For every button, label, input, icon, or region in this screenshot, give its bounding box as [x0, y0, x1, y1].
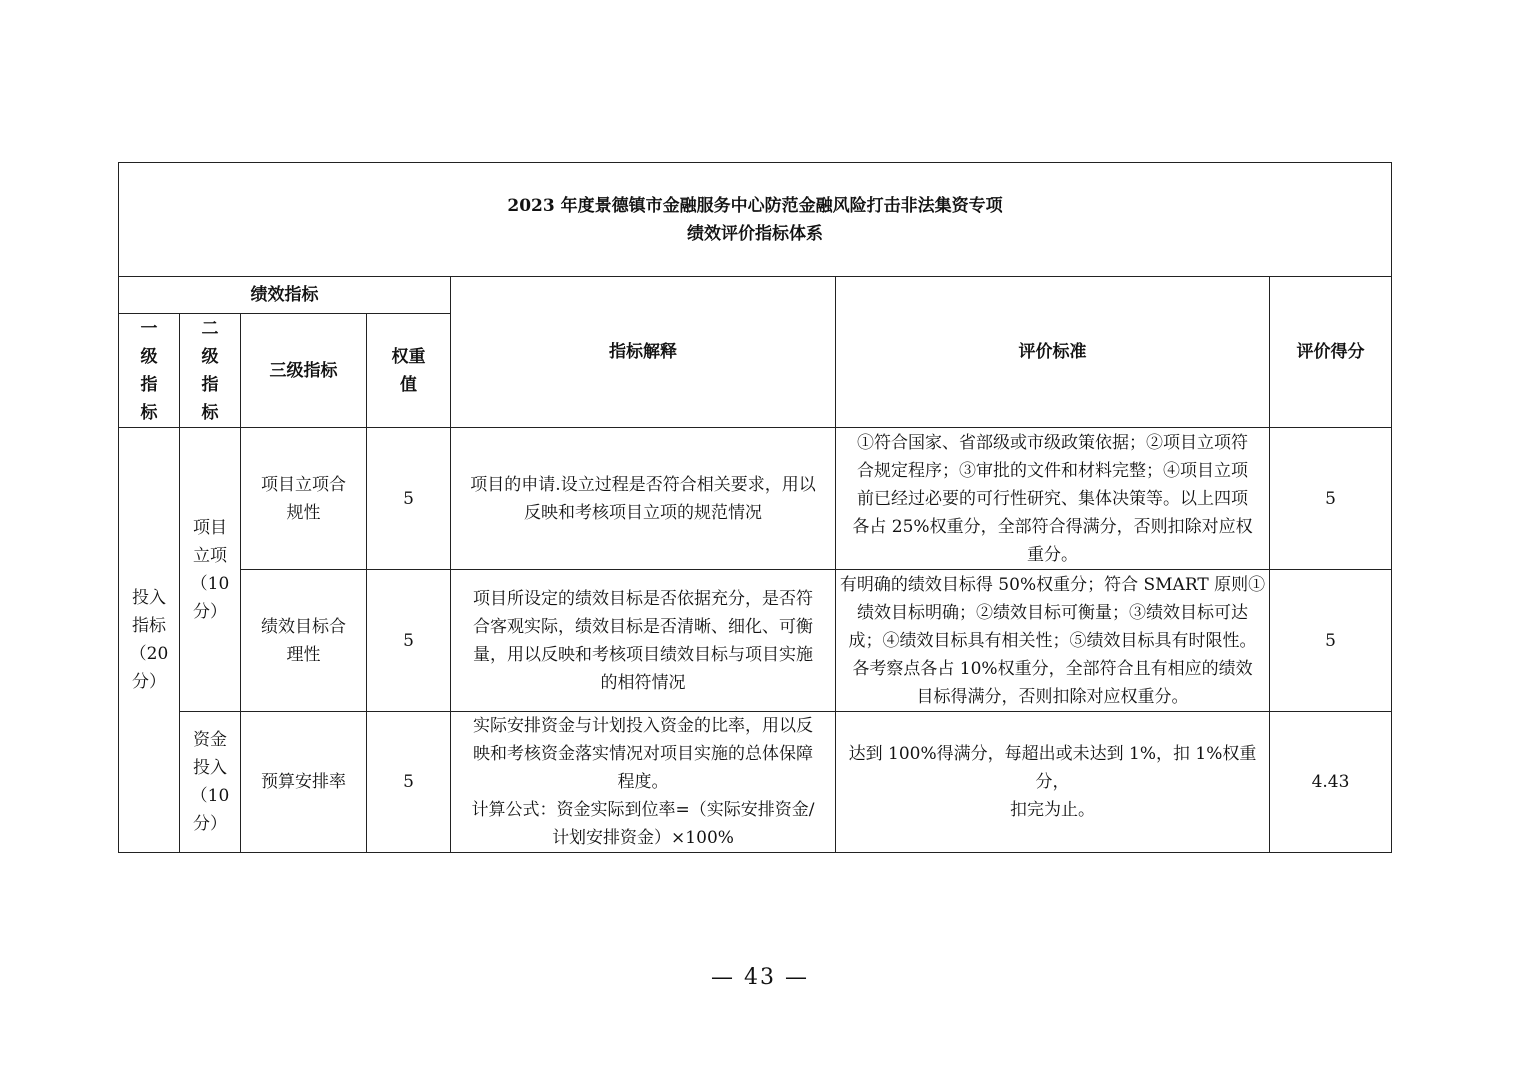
criteria-cell: 有明确的绩效目标得 50%权重分；符合 SMART 原则① 绩效目标明确；②绩效目标可衡量；③绩效目标可达 成；④绩效目标具有相关性；⑤绩效目标具有时限性。 各考察点各占 10%权重分，全部符合且有相应的绩效 目标得满分，否则扣除对应权重分。 — [836, 570, 1270, 712]
score-cell: 5 — [1270, 428, 1392, 570]
table-row — [119, 570, 1392, 712]
criteria-header: 评价标准 — [836, 277, 1270, 428]
level1-header: 一 级 指 标 — [119, 314, 180, 428]
weight-cell: 5 — [367, 712, 451, 853]
explanation-cell: 实际安排资金与计划投入资金的比率，用以反 映和考核资金落实情况对项目实施的总体保障 程度。 计算公式：资金实际到位率=（实际安排资金/ 计划安排资金）×100% — [451, 712, 836, 853]
level3-header: 三级指标 — [241, 314, 367, 428]
title-row — [119, 163, 1392, 277]
weight-cell: 5 — [367, 428, 451, 570]
criteria-cell: ①符合国家、省部级或市级政策依据；②项目立项符 合规定程序；③审批的文件和材料完整；④项目立项 前已经过必要的可行性研究、集体决策等。以上四项 各占 25%权重分，全部符合得满分，否则扣除对应权 重分。 — [836, 428, 1270, 570]
explanation-cell: 项目的申请.设立过程是否符合相关要求，用以 反映和考核项目立项的规范情况 — [451, 428, 836, 570]
level2-project-approval: 项目 立项 （10 分） — [180, 428, 241, 712]
explanation-cell: 项目所设定的绩效目标是否依据充分，是否符 合客观实际，绩效目标是否清晰、细化、可衡 量，用以反映和考核项目绩效目标与项目实施 的相符情况 — [451, 570, 836, 712]
level2-fund-input: 资金 投入 （10 分） — [180, 712, 241, 853]
table-row — [119, 428, 1392, 570]
header-row-1 — [119, 277, 1392, 314]
title-line-2: 绩效评价指标体系 — [687, 223, 823, 244]
table-title — [119, 163, 1392, 277]
perf-indicators-header: 绩效指标 — [119, 277, 451, 314]
criteria-cell: 达到 100%得满分，每超出或未达到 1%，扣 1%权重分， 扣完为止。 — [836, 712, 1270, 853]
table-row — [119, 712, 1392, 853]
page-number: — 43 — — [711, 965, 809, 990]
title-line-1: 2023 年度景德镇市金融服务中心防范金融风险打击非法集资专项 — [507, 195, 1003, 216]
weight-cell: 5 — [367, 570, 451, 712]
score-cell: 5 — [1270, 570, 1392, 712]
level3-cell: 项目立项合 规性 — [241, 428, 367, 570]
score-cell: 4.43 — [1270, 712, 1392, 853]
level1-input-indicator: 投入 指标 （20 分） — [119, 428, 180, 853]
score-header: 评价得分 — [1270, 277, 1392, 428]
weight-header: 权重 值 — [367, 314, 451, 428]
level3-cell: 绩效目标合 理性 — [241, 570, 367, 712]
performance-indicator-table — [118, 162, 1392, 853]
explanation-header: 指标解释 — [451, 277, 836, 428]
level3-cell: 预算安排率 — [241, 712, 367, 853]
level2-header: 二 级 指 标 — [180, 314, 241, 428]
